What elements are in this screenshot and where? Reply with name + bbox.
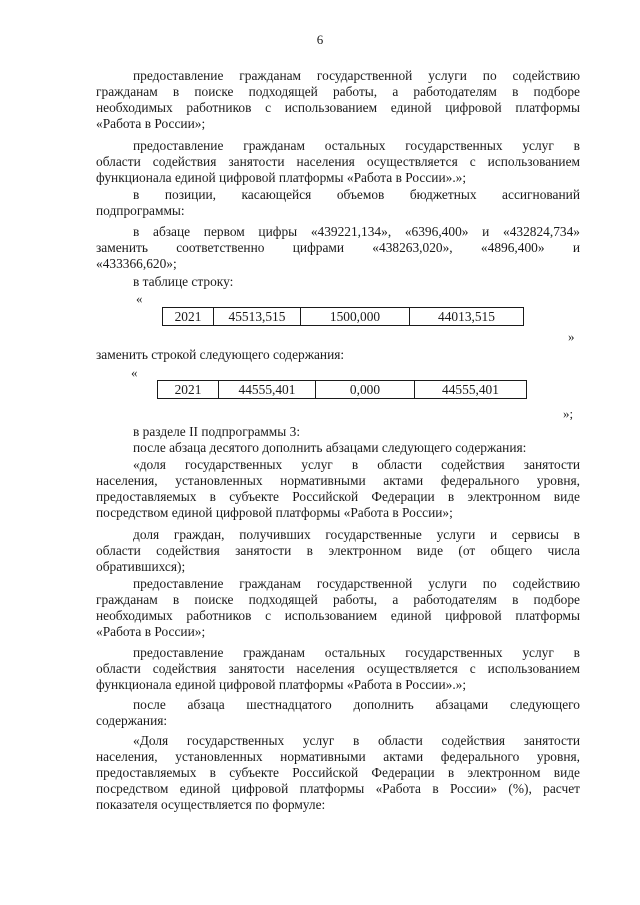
text-line: предоставление гражданам государственной услуги по содействию xyxy=(133,68,580,83)
text-line: предоставление гражданам остальных государственных услуг в xyxy=(133,645,580,660)
text-line: «433366,620»; xyxy=(96,256,177,271)
text-line: «доля государственных услуг в области содействия занятости xyxy=(133,457,580,472)
table-cell-total: 44555,401 xyxy=(219,381,316,399)
paragraph-section-ii xyxy=(96,424,580,440)
paragraph-after-tenth xyxy=(96,440,580,456)
text-line: предоставление гражданам остальных государственных услуг в xyxy=(133,138,580,153)
closing-quote: » xyxy=(568,329,575,344)
text-line: гражданам в поиске подходящей работы, а работодателям в подборе xyxy=(96,592,580,607)
text-line: содержания: xyxy=(96,713,168,728)
paragraph-share-formula xyxy=(96,733,580,813)
paragraph-after-sixteenth xyxy=(96,697,580,729)
table-new-row xyxy=(157,380,527,399)
paragraph-replace-row-intro xyxy=(96,347,580,363)
page-number: 6 xyxy=(316,32,324,47)
table-cell-federal: 1500,000 xyxy=(301,308,410,326)
text-line: предоставление гражданам государственной услуги по содействию xyxy=(133,576,580,591)
paragraph-share-citizens xyxy=(96,527,580,575)
text-line: функционала единой цифровой платформы «Работа в России».»; xyxy=(96,677,467,692)
table-cell-federal: 0,000 xyxy=(316,381,415,399)
text-line: в таблице строку: xyxy=(133,274,234,289)
paragraph-share-services xyxy=(96,457,580,521)
text-line: предоставляемых в субъекте Российской Федерации в электронном виде xyxy=(96,765,580,780)
text-line: доля граждан, получивших государственные услуги и сервисы в xyxy=(133,527,580,542)
text-line: в разделе II подпрограммы 3: xyxy=(133,424,301,439)
table-cell-year: 2021 xyxy=(158,381,219,399)
text-line: населения, установленных нормативными актами федерального уровня, xyxy=(96,749,580,764)
text-line: «Доля государственных услуг в области содействия занятости xyxy=(133,733,580,748)
paragraph-replace-figures xyxy=(96,224,580,272)
paragraph-other-services-2 xyxy=(96,645,580,693)
paragraph-table-row-intro xyxy=(96,274,580,290)
text-line: в абзаце первом цифры «439221,134», «6396,400» и «432824,734» xyxy=(133,224,580,239)
table-row xyxy=(163,308,524,326)
text-line: «Работа в России»; xyxy=(96,116,206,131)
text-line: области содействия занятости населения осуществляется с использованием xyxy=(96,154,580,169)
table-cell-regional: 44555,401 xyxy=(415,381,527,399)
text-line: в позиции, касающейся объемов бюджетных ассигнований xyxy=(133,187,580,202)
table-cell-year: 2021 xyxy=(163,308,214,326)
text-line: «Работа в России»; xyxy=(96,624,206,639)
paragraph-budget-position xyxy=(96,187,580,219)
paragraph-service-job-search-2 xyxy=(96,576,580,640)
table-row xyxy=(158,381,527,399)
text-line: заменить строкой следующего содержания: xyxy=(96,347,345,362)
text-line: после абзаца шестнадцатого дополнить абзацами следующего xyxy=(133,697,580,712)
text-line: предоставляемых в субъекте Российской Федерации в электронном виде xyxy=(96,489,580,504)
table-cell-regional: 44013,515 xyxy=(410,308,524,326)
table-cell-total: 45513,515 xyxy=(214,308,301,326)
opening-quote: « xyxy=(131,365,138,380)
text-line: функционала единой цифровой платформы «Работа в России».»; xyxy=(96,170,467,185)
text-line: населения, установленных нормативными актами федерального уровня, xyxy=(96,473,580,488)
text-line: после абзаца десятого дополнить абзацами следующего содержания: xyxy=(133,440,527,455)
paragraph-other-services-1 xyxy=(96,138,580,186)
paragraph-service-job-search-1 xyxy=(96,68,580,132)
text-line: обратившихся); xyxy=(96,559,186,574)
table-old-row xyxy=(162,307,524,326)
text-line: заменить соответственно цифрами «438263,020», «4896,400» и xyxy=(96,240,580,255)
closing-quote: »; xyxy=(563,406,574,421)
text-line: посредством единой цифровой платформы «Работа в России»; xyxy=(96,505,453,520)
text-line: посредством единой цифровой платформы «Работа в России» (%), расчет xyxy=(96,781,580,796)
text-line: показателя осуществляется по формуле: xyxy=(96,797,326,812)
text-line: области содействия занятости населения осуществляется с использованием xyxy=(96,661,580,676)
text-line: подпрограммы: xyxy=(96,203,185,218)
opening-quote: « xyxy=(136,291,143,306)
text-line: гражданам в поиске подходящей работы, а работодателям в подборе xyxy=(96,84,580,99)
text-line: области содействия занятости в электронном виде (от общего числа xyxy=(96,543,580,558)
text-line: необходимых работников с использованием единой цифровой платформы xyxy=(96,608,580,623)
text-line: необходимых работников с использованием единой цифровой платформы xyxy=(96,100,580,115)
